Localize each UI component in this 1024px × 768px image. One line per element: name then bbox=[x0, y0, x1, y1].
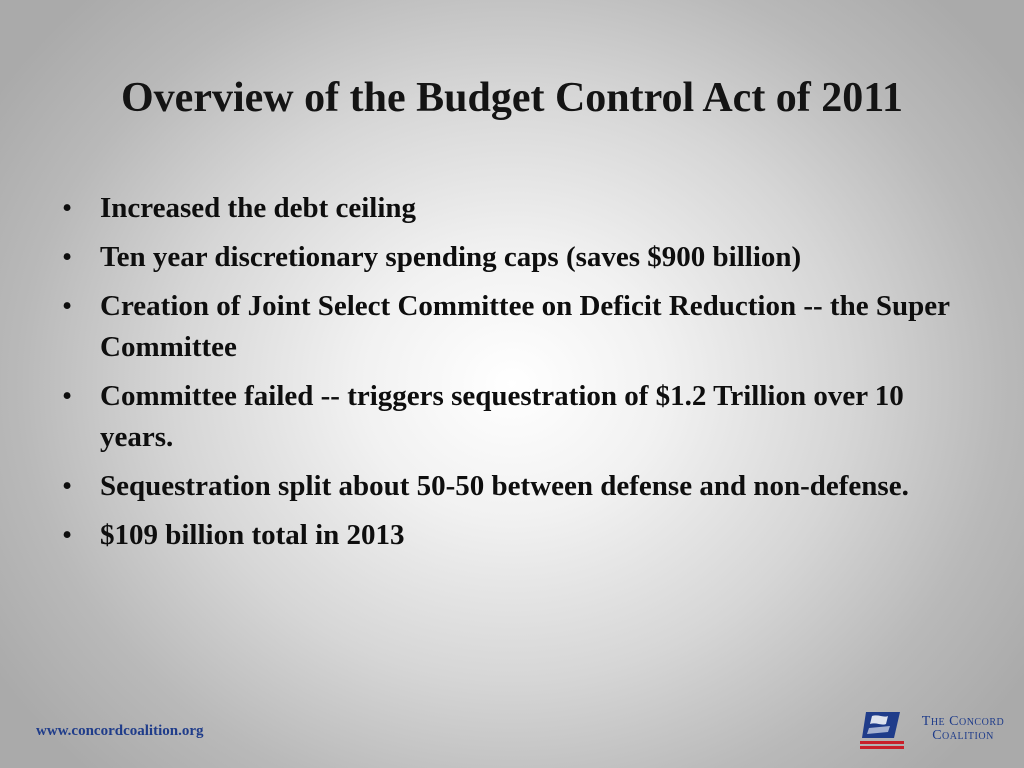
bullet-icon: • bbox=[62, 192, 73, 224]
slide-title: Overview of the Budget Control Act of 2011 bbox=[121, 75, 903, 121]
bullet-icon: • bbox=[62, 519, 73, 551]
bullet-text: Ten year discretionary spending caps (saves $900 billion) bbox=[100, 241, 802, 273]
footer-url-link[interactable]: www.concordcoalition.org bbox=[36, 723, 204, 739]
logo-wordmark bbox=[910, 715, 1016, 743]
logo-line-1: The Concord bbox=[921, 714, 1005, 729]
bullet-item bbox=[60, 466, 960, 507]
bullet-text: Committee failed -- triggers sequestration of $1.2 Trillion over 10 years. bbox=[100, 380, 904, 453]
bullet-item bbox=[60, 286, 960, 368]
bullet-icon: • bbox=[62, 470, 73, 502]
concord-coalition-logo bbox=[860, 706, 1016, 756]
concord-coalition-minuteman-logo-icon bbox=[860, 708, 908, 754]
bullet-text: Creation of Joint Select Committee on Deficit Reduction -- the Super Committee bbox=[100, 290, 950, 363]
bullet-icon: • bbox=[62, 241, 73, 273]
bullet-list bbox=[60, 188, 960, 564]
bullet-item bbox=[60, 376, 960, 458]
bullet-text: $109 billion total in 2013 bbox=[100, 519, 405, 551]
bullet-icon: • bbox=[62, 380, 73, 412]
bullet-item bbox=[60, 237, 960, 278]
bullet-text: Sequestration split about 50-50 between defense and non-defense. bbox=[100, 470, 909, 502]
bullet-item bbox=[60, 188, 960, 229]
logo-line-2: Coalition bbox=[932, 728, 994, 743]
bullet-item bbox=[60, 515, 960, 556]
bullet-icon: • bbox=[62, 290, 73, 322]
bullet-text: Increased the debt ceiling bbox=[100, 192, 417, 224]
